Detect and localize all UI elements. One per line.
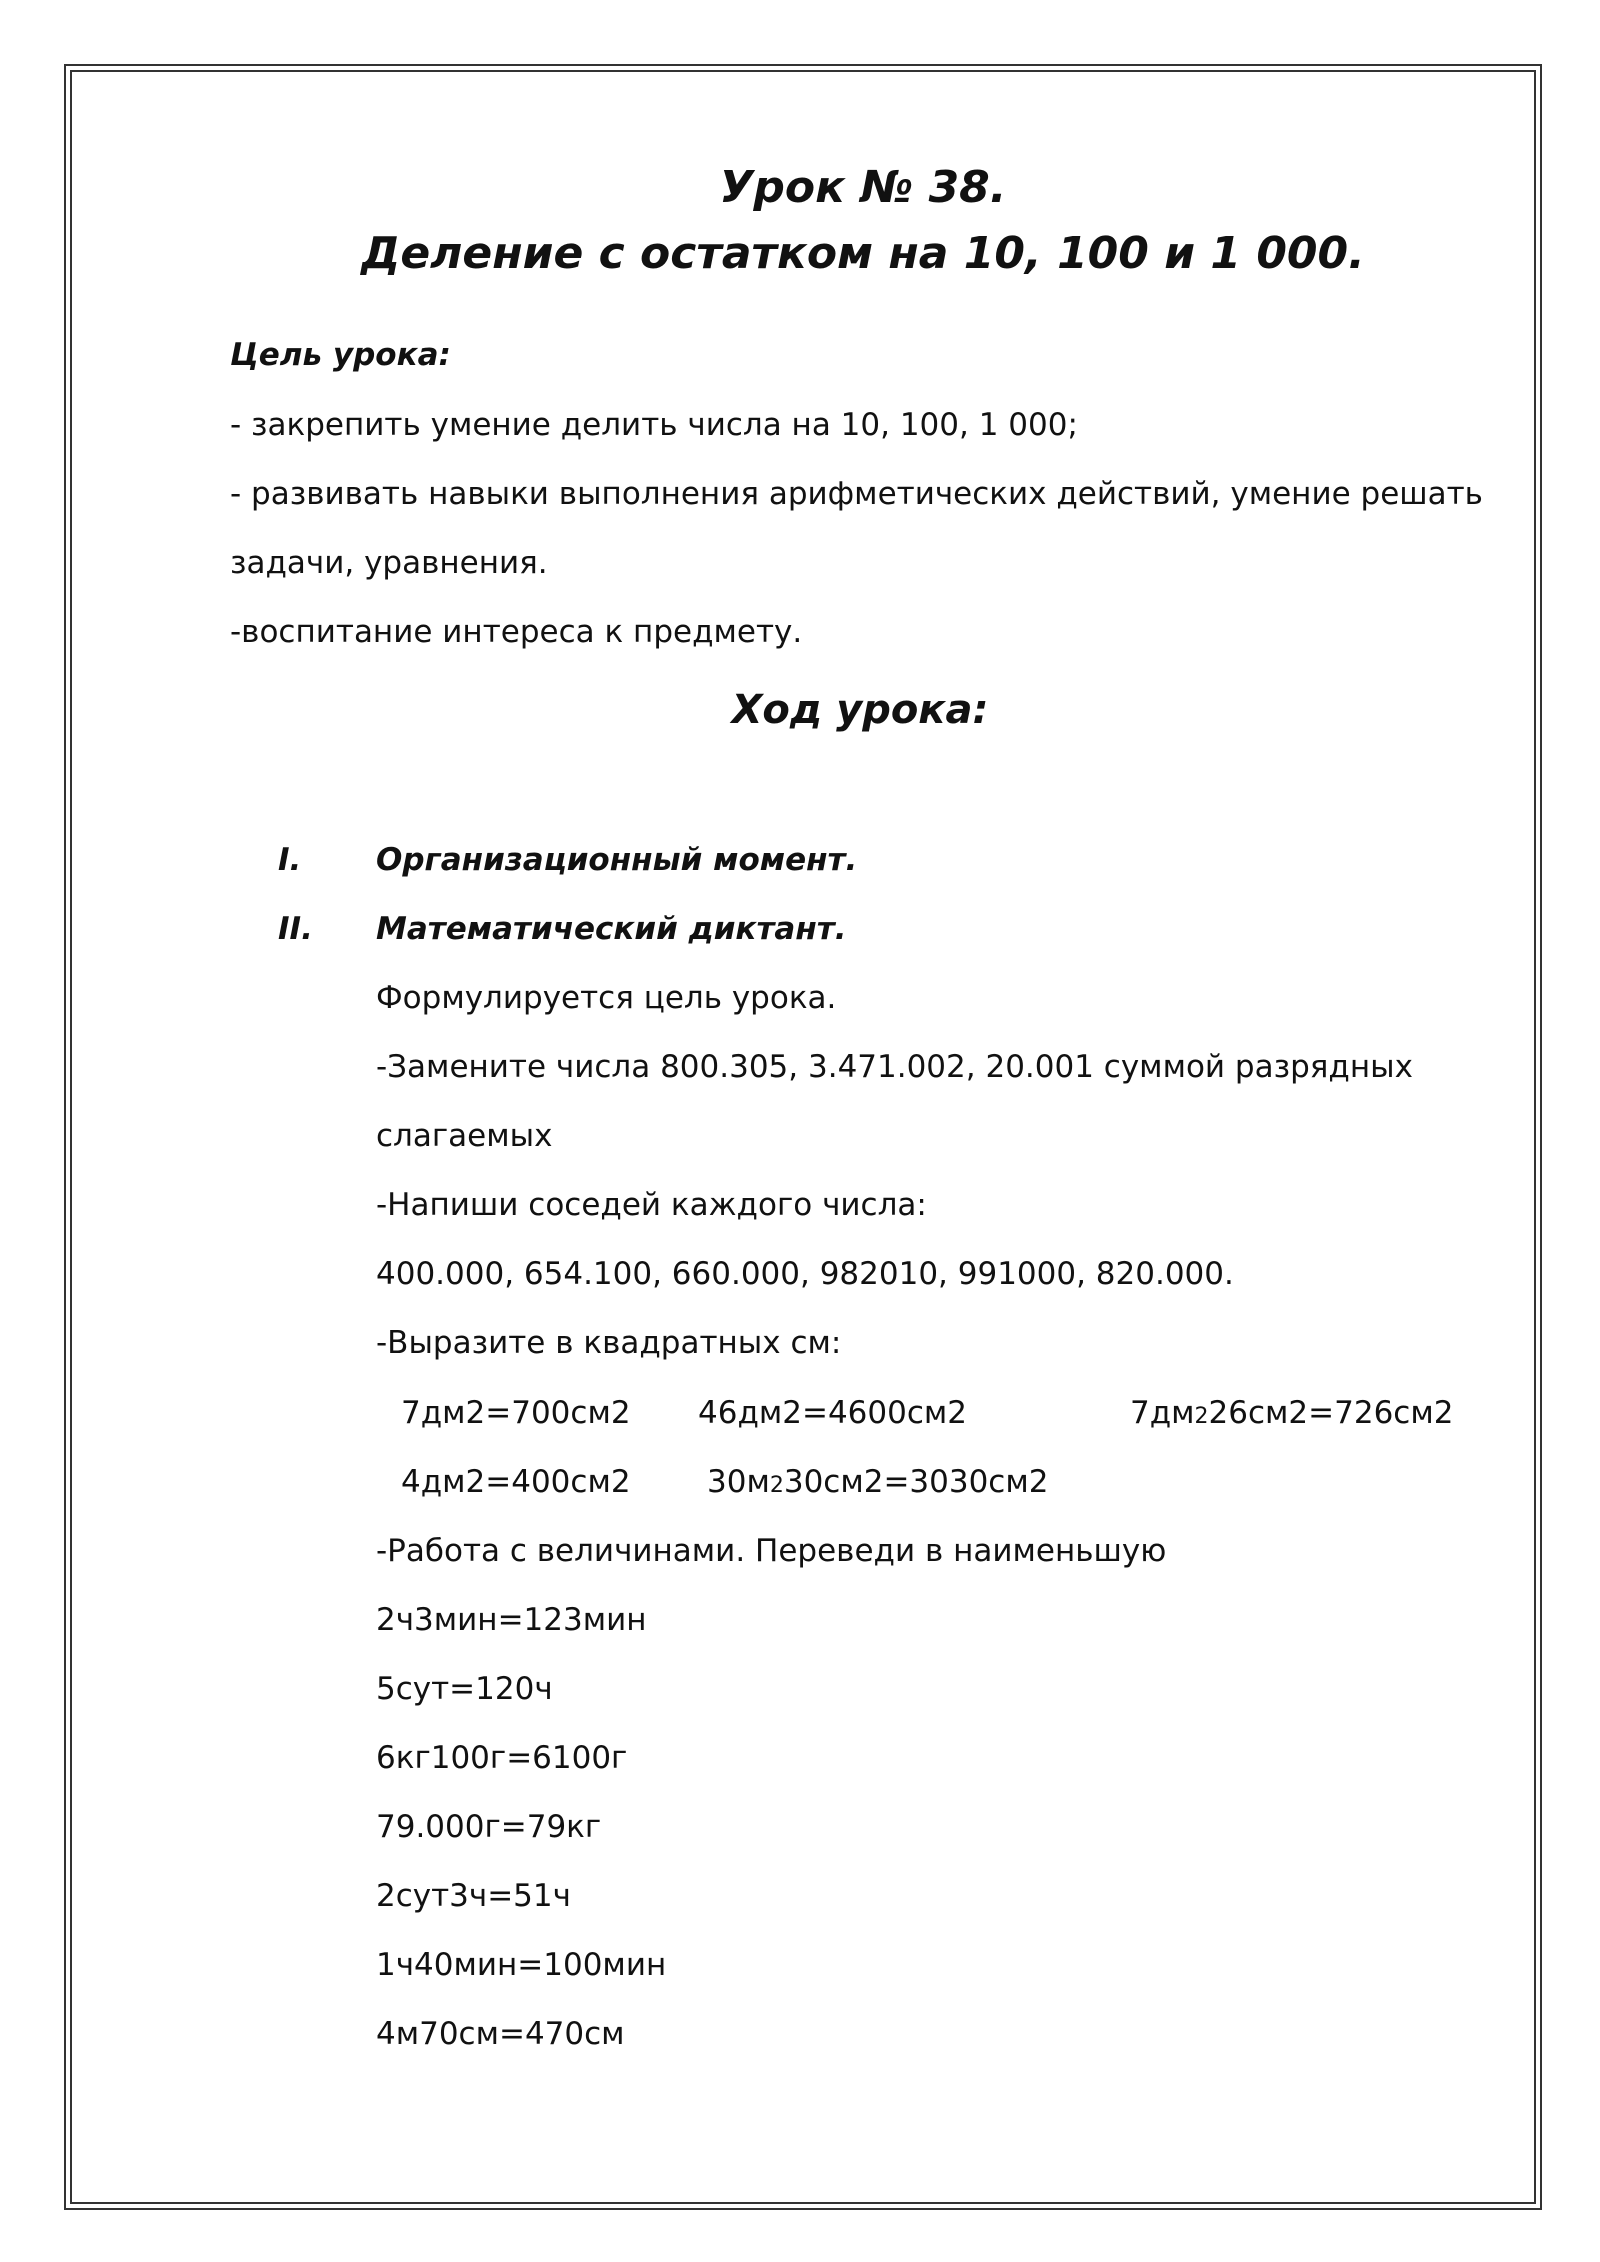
dictation-task: -Работа с величинами. Переведи в наименьшую (376, 1533, 1167, 1569)
conversion-answer: 79.000г=79кг (376, 1809, 602, 1845)
section-number: I. (278, 842, 302, 878)
section-label: Математический диктант. (376, 911, 847, 947)
goal-item: - закрепить умение делить числа на 10, 100, 1 000; (230, 407, 1078, 443)
goal-item: задачи, уравнения. (230, 545, 548, 581)
goal-item: -воспитание интереса к предмету. (230, 614, 803, 650)
lesson-progress-heading: Ход урока: (731, 687, 989, 733)
page-border-inner (70, 70, 1536, 2204)
number-list: 400.000, 654.100, 660.000, 982010, 991000, 820.000. (376, 1256, 1234, 1292)
conversion-answer: 2сут3ч=51ч (376, 1878, 571, 1914)
dictation-task: -Выразите в квадратных см: (376, 1325, 842, 1361)
section-label: Организационный момент. (376, 842, 858, 878)
goal-heading: Цель урока: (230, 337, 451, 373)
dictation-task: -Замените числа 800.305, 3.471.002, 20.001 суммой разрядных (376, 1049, 1413, 1085)
lesson-number-title: Урок № 38. (719, 162, 1007, 213)
area-answer: 30м230см2=3030см2 (707, 1464, 1049, 1500)
conversion-answer: 6кг100г=6100г (376, 1740, 628, 1776)
lesson-topic-title: Деление с остатком на 10, 100 и 1 000. (361, 228, 1365, 279)
conversion-answer: 1ч40мин=100мин (376, 1947, 667, 1983)
conversion-answer: 2ч3мин=123мин (376, 1602, 647, 1638)
area-answer: 46дм2=4600см2 (698, 1395, 968, 1431)
conversion-answer: 5сут=120ч (376, 1671, 553, 1707)
goal-item: - развивать навыки выполнения арифметических действий, умение решать (230, 476, 1483, 512)
area-answer: 4дм2=400см2 (401, 1464, 631, 1500)
dictation-task: -Напиши соседей каждого числа: (376, 1187, 927, 1223)
dictation-intro: Формулируется цель урока. (376, 980, 837, 1016)
conversion-answer: 4м70см=470см (376, 2016, 625, 2052)
section-number: II. (278, 911, 313, 947)
area-answer: 7дм2=700см2 (401, 1395, 631, 1431)
dictation-task: слагаемых (376, 1118, 553, 1154)
area-answer: 7дм226см2=726см2 (1130, 1395, 1454, 1431)
